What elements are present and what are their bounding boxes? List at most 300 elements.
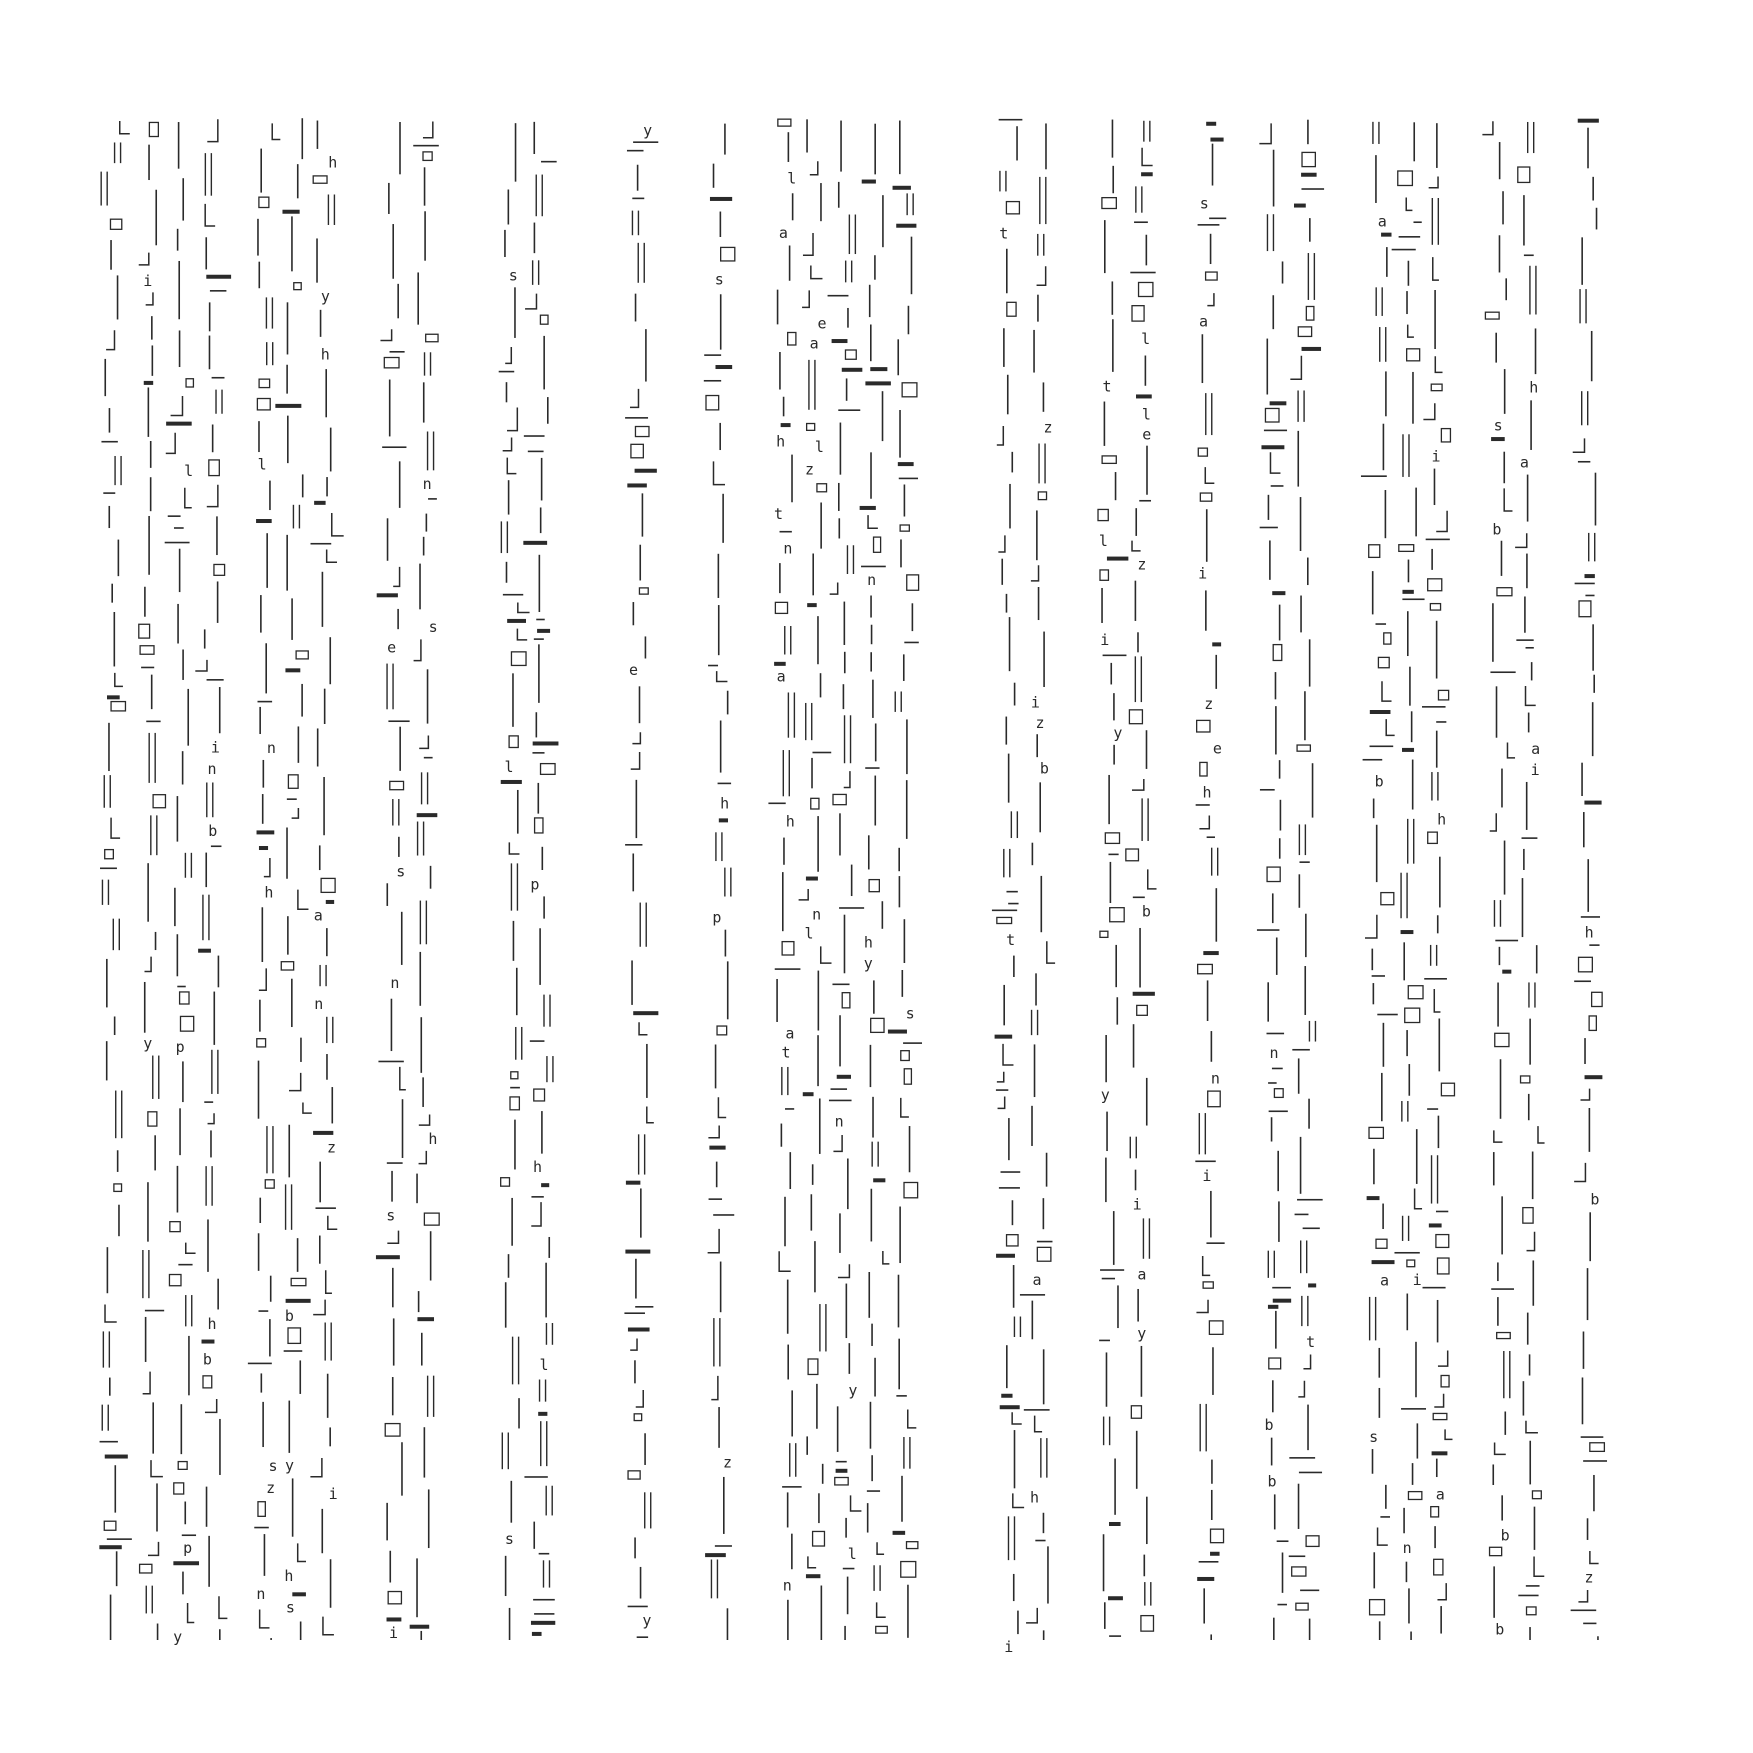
glyph-letter: b — [1374, 772, 1384, 791]
horizontal-bar — [539, 1553, 550, 1555]
glyph-letter: h — [1584, 923, 1594, 942]
horizontal-bar — [710, 197, 732, 201]
horizontal-bar — [1377, 1014, 1397, 1016]
horizontal-bar — [1210, 1552, 1220, 1556]
horizontal-bar — [1502, 970, 1511, 974]
horizontal-bar — [1402, 590, 1413, 594]
horizontal-bar — [1272, 1287, 1291, 1289]
horizontal-bar — [533, 1599, 555, 1601]
glyph-letter: l — [1141, 405, 1151, 424]
horizontal-bar — [1109, 1522, 1121, 1526]
horizontal-bar — [499, 371, 515, 373]
glyph-letter: h — [1529, 378, 1539, 397]
horizontal-bar — [1212, 642, 1221, 646]
horizontal-bar — [1199, 1561, 1219, 1563]
horizontal-bar — [1139, 500, 1151, 502]
glyph-letter: a — [1435, 1485, 1445, 1504]
glyph-letter: p — [183, 1538, 193, 1557]
horizontal-bar — [284, 1350, 303, 1352]
horizontal-bar — [1402, 598, 1424, 600]
horizontal-bar — [837, 1075, 851, 1079]
glyph-letter: s — [396, 862, 406, 881]
glyph-letter: e — [387, 638, 397, 657]
horizontal-bar — [806, 877, 818, 881]
horizontal-bar — [382, 446, 406, 448]
horizontal-bar — [1429, 1223, 1442, 1227]
horizontal-bar — [1109, 1635, 1121, 1637]
glyph-letter: n — [782, 1576, 792, 1595]
glyph-letter: s — [285, 1598, 295, 1617]
horizontal-bar — [212, 377, 225, 379]
horizontal-bar — [315, 1207, 335, 1209]
horizontal-bar — [862, 180, 876, 184]
horizontal-bar — [182, 1534, 196, 1536]
horizontal-bar — [708, 665, 718, 667]
glyph-letter: b — [1264, 1416, 1274, 1435]
horizontal-bar — [1399, 236, 1421, 238]
horizontal-bar — [528, 451, 544, 453]
horizontal-bar — [768, 803, 785, 805]
horizontal-bar — [888, 1030, 907, 1034]
horizontal-bar — [896, 224, 916, 228]
horizontal-bar — [807, 603, 817, 607]
glyph-letter: z — [1043, 418, 1053, 437]
glyph-letter: h — [1437, 810, 1447, 829]
horizontal-bar — [1024, 1409, 1050, 1411]
horizontal-bar — [387, 1162, 403, 1164]
glyph-letter: e — [1142, 425, 1152, 444]
horizontal-bar — [1292, 1049, 1310, 1051]
horizontal-bar — [903, 1042, 922, 1044]
horizontal-bar — [713, 1214, 734, 1216]
glyph-letter: t — [1306, 1332, 1316, 1351]
horizontal-bar — [1380, 1516, 1390, 1518]
horizontal-bar — [388, 720, 409, 722]
horizontal-bar — [782, 1486, 802, 1488]
glyph-letter: a — [1377, 212, 1387, 231]
horizontal-bar — [1206, 122, 1216, 126]
horizontal-bar — [625, 1250, 650, 1254]
horizontal-bar — [1571, 1610, 1597, 1612]
glyph-letter: b — [202, 1350, 212, 1369]
horizontal-bar — [1413, 221, 1421, 223]
horizontal-bar — [1270, 401, 1287, 405]
horizontal-bar — [177, 986, 185, 988]
horizontal-bar — [285, 668, 300, 672]
horizontal-bar — [1000, 1405, 1020, 1409]
horizontal-bar — [715, 365, 732, 369]
horizontal-bar — [1273, 1299, 1291, 1303]
horizontal-bar — [1422, 706, 1446, 708]
horizontal-bar — [424, 757, 433, 759]
horizontal-bar — [417, 1317, 434, 1321]
horizontal-bar — [1526, 1585, 1540, 1587]
horizontal-bar — [1394, 1252, 1419, 1254]
horizontal-bar — [99, 1545, 121, 1549]
horizontal-bar — [1289, 1457, 1315, 1459]
glyph-letter: i — [1431, 447, 1441, 466]
horizontal-bar — [531, 1196, 543, 1198]
horizontal-bar — [534, 638, 544, 640]
horizontal-bar — [530, 1040, 545, 1042]
horizontal-bar — [1381, 233, 1391, 237]
horizontal-bar — [625, 844, 642, 846]
glyph-letter: b — [1267, 1472, 1277, 1491]
glyph-letter: i — [210, 738, 220, 757]
glyph-letter: b — [1039, 759, 1049, 778]
horizontal-bar — [893, 1531, 906, 1535]
glyph-letter: i — [1202, 1166, 1212, 1185]
horizontal-bar — [326, 900, 334, 904]
horizontal-bar — [999, 119, 1023, 121]
horizontal-bar — [1372, 1260, 1395, 1264]
horizontal-bar — [1299, 861, 1309, 863]
horizontal-bar — [838, 409, 860, 411]
horizontal-bar — [627, 150, 644, 152]
glyph-letter: b — [208, 822, 218, 841]
horizontal-bar — [843, 1568, 855, 1570]
horizontal-bar — [1490, 671, 1515, 673]
glyph-letter: s — [714, 270, 724, 289]
horizontal-bar — [1424, 978, 1447, 980]
glyph-letter: a — [1379, 1271, 1389, 1290]
horizontal-bar — [523, 541, 547, 545]
horizontal-bar — [107, 1538, 132, 1540]
horizontal-bar — [1392, 249, 1416, 251]
glyph-letter: h — [863, 933, 873, 952]
glyph-letter: n — [266, 738, 276, 757]
horizontal-bar — [1133, 992, 1155, 996]
glyph-letter: l — [804, 924, 814, 943]
horizontal-bar — [428, 498, 437, 500]
horizontal-bar — [1206, 1242, 1224, 1244]
horizontal-bar — [625, 417, 648, 419]
glyph-letter: e — [817, 314, 827, 333]
horizontal-bar — [1108, 1596, 1123, 1600]
glyph-letter: s — [386, 1206, 396, 1225]
glyph-letter: l — [787, 169, 797, 188]
horizontal-bar — [145, 1310, 164, 1312]
horizontal-bar — [1370, 710, 1391, 714]
glyph-letter: y — [173, 1628, 183, 1647]
glyph-letter: a — [776, 667, 786, 686]
glyph-letter: z — [1204, 694, 1214, 713]
horizontal-bar — [1299, 1472, 1322, 1474]
horizontal-bar — [1141, 172, 1153, 176]
glyph-letter: a — [1137, 1265, 1147, 1284]
horizontal-bar — [1103, 655, 1127, 657]
horizontal-bar — [1301, 173, 1317, 177]
horizontal-bar — [1271, 485, 1284, 487]
glyph-letter: s — [1369, 1427, 1379, 1446]
horizontal-bar — [1524, 254, 1534, 256]
horizontal-bar — [1518, 1595, 1538, 1597]
horizontal-bar — [627, 483, 647, 487]
horizontal-bar — [390, 351, 405, 353]
glyph-letter: z — [723, 1453, 733, 1472]
glyph-letter: i — [1198, 564, 1208, 583]
horizontal-bar — [1578, 461, 1590, 463]
horizontal-bar — [709, 1198, 722, 1200]
horizontal-bar — [1578, 119, 1599, 123]
horizontal-bar — [628, 1606, 648, 1608]
glyph-letter: h — [785, 812, 795, 831]
glyph-letter: a — [1198, 312, 1209, 331]
horizontal-bar — [1436, 721, 1446, 723]
horizontal-bar — [1361, 475, 1387, 477]
horizontal-bar — [524, 1476, 547, 1478]
glyph-letter: a — [778, 223, 788, 242]
horizontal-bar — [1589, 944, 1599, 946]
horizontal-bar — [842, 368, 863, 372]
horizontal-bar — [211, 845, 222, 847]
horizontal-bar — [534, 1613, 554, 1615]
horizontal-bar — [1035, 1540, 1045, 1542]
horizontal-bar — [313, 1131, 333, 1135]
horizontal-bar — [532, 1632, 542, 1636]
horizontal-bar — [1423, 1287, 1446, 1289]
horizontal-bar — [1020, 1294, 1045, 1296]
horizontal-bar — [999, 1187, 1020, 1189]
horizontal-bar — [376, 1255, 400, 1259]
horizontal-bar — [501, 780, 522, 784]
horizontal-bar — [1203, 951, 1218, 955]
glyph-letter: h — [1202, 783, 1212, 802]
horizontal-bar — [146, 721, 160, 723]
horizontal-bar — [532, 752, 544, 754]
glyph-letter: l — [257, 455, 267, 474]
horizontal-bar — [174, 527, 184, 529]
horizontal-bar — [1266, 1033, 1284, 1035]
horizontal-bar — [173, 1561, 199, 1565]
horizontal-bar — [996, 1254, 1015, 1258]
horizontal-bar — [107, 695, 120, 699]
horizontal-bar — [1277, 1604, 1286, 1606]
horizontal-bar — [248, 1363, 272, 1365]
horizontal-bar — [168, 515, 181, 517]
glyph-letter: h — [428, 1130, 438, 1149]
glyph-letter: n — [1210, 1069, 1220, 1088]
horizontal-bar — [1308, 1283, 1316, 1287]
horizontal-bar — [780, 531, 792, 533]
horizontal-bar — [829, 1100, 852, 1102]
glyph-letter: b — [1141, 902, 1151, 921]
horizontal-bar — [537, 629, 550, 633]
glyph-letter: z — [1137, 555, 1147, 574]
horizontal-bar — [105, 1455, 128, 1459]
glyph-letter: y — [1100, 1085, 1110, 1104]
horizontal-bar — [832, 339, 848, 343]
horizontal-bar — [1006, 891, 1017, 893]
horizontal-bar — [635, 1306, 653, 1308]
horizontal-bar — [413, 145, 439, 147]
horizontal-bar — [507, 619, 526, 623]
horizontal-bar — [1427, 1108, 1438, 1110]
horizontal-bar — [410, 1625, 430, 1629]
horizontal-bar — [704, 380, 721, 382]
horizontal-bar — [257, 830, 275, 834]
horizontal-bar — [165, 542, 190, 544]
horizontal-bar — [992, 910, 1017, 912]
horizontal-bar — [1197, 1577, 1214, 1581]
glyph-letter: n — [256, 1584, 266, 1603]
horizontal-bar — [1295, 1214, 1309, 1216]
horizontal-bar — [377, 593, 398, 597]
horizontal-bar — [1584, 801, 1601, 805]
horizontal-bar — [893, 186, 911, 190]
glyph-letter: y — [143, 1034, 153, 1053]
horizontal-bar — [1134, 221, 1148, 223]
horizontal-bar — [536, 619, 544, 621]
horizontal-bar — [635, 469, 657, 473]
glyph-letter: i — [143, 272, 153, 291]
horizontal-bar — [202, 1340, 215, 1344]
horizontal-bar — [1008, 903, 1018, 905]
glyph-letter: h — [264, 883, 274, 902]
horizontal-bar — [861, 566, 886, 568]
horizontal-bar — [781, 423, 791, 427]
glyph-letter: n — [422, 475, 432, 494]
horizontal-bar — [626, 1181, 640, 1185]
horizontal-bar — [1037, 1241, 1053, 1243]
horizontal-bar — [1491, 437, 1505, 441]
horizontal-bar — [633, 141, 658, 143]
glyph-letter: b — [1590, 1190, 1600, 1209]
glyph-letter: i — [1132, 1195, 1142, 1214]
horizontal-bar — [1136, 394, 1152, 398]
horizontal-bar — [1195, 1160, 1215, 1162]
glyph-letter: l — [1141, 330, 1151, 349]
glyph-letter: t — [773, 504, 783, 523]
horizontal-bar — [1426, 539, 1450, 541]
horizontal-bar — [1260, 789, 1275, 791]
horizontal-bar — [1522, 837, 1538, 839]
glyph-letter: h — [328, 153, 338, 172]
horizontal-bar — [1107, 557, 1128, 561]
horizontal-bar — [633, 1011, 658, 1015]
glyph-letter: t — [1102, 377, 1112, 396]
horizontal-bar — [1585, 1075, 1603, 1079]
glyph-letter: s — [1493, 416, 1503, 435]
horizontal-bar — [378, 1061, 403, 1063]
glyph-letter: h — [1030, 1488, 1040, 1507]
glyph-letter: y — [1113, 723, 1123, 742]
glyph-letter: b — [1492, 520, 1502, 539]
glyph-letter: a — [809, 334, 819, 353]
horizontal-bar — [510, 1087, 520, 1089]
horizontal-bar — [718, 783, 732, 785]
horizontal-bar — [1491, 1288, 1514, 1290]
horizontal-bar — [533, 741, 559, 745]
horizontal-bar — [624, 1312, 645, 1314]
glyph-letter: e — [629, 661, 639, 680]
horizontal-bar — [256, 519, 272, 523]
glyph-letter: n — [867, 571, 877, 590]
horizontal-bar — [1099, 1340, 1110, 1342]
horizontal-bar — [839, 907, 864, 909]
horizontal-bar — [828, 295, 849, 297]
horizontal-bar — [1581, 916, 1600, 918]
glyph-letter: a — [1531, 739, 1541, 758]
horizontal-bar — [1289, 1555, 1306, 1557]
glyph-letter: i — [1030, 693, 1040, 712]
glyph-letter: h — [720, 794, 730, 813]
horizontal-bar — [832, 984, 849, 986]
glyph-letter: z — [327, 1138, 337, 1157]
glyph-letter: z — [266, 1479, 276, 1498]
glyph-letter: i — [1412, 1270, 1422, 1289]
horizontal-bar — [715, 1545, 732, 1547]
glyph-letter: h — [533, 1157, 543, 1176]
horizontal-bar — [831, 1088, 847, 1090]
horizontal-bar — [1108, 854, 1118, 856]
horizontal-bar — [314, 501, 325, 505]
horizontal-bar — [632, 198, 644, 200]
horizontal-bar — [812, 752, 831, 754]
horizontal-bar — [103, 492, 115, 494]
glyph-letter: a — [785, 1024, 795, 1043]
glyph-letter: i — [1004, 1637, 1014, 1656]
horizontal-bar — [1272, 1068, 1283, 1070]
horizontal-bar — [538, 1412, 547, 1416]
glyph-letter: y — [863, 954, 873, 973]
horizontal-bar — [1133, 897, 1145, 899]
horizontal-bar — [292, 1592, 306, 1596]
glyph-letter: i — [1100, 631, 1110, 650]
horizontal-bar — [1495, 940, 1518, 942]
horizontal-bar — [775, 968, 801, 970]
horizontal-bar — [1436, 1211, 1448, 1213]
horizontal-bar — [1584, 574, 1594, 578]
glyph-letter: l — [504, 758, 514, 777]
glyph-letter: n — [390, 974, 400, 993]
glyph-letter: p — [175, 1037, 185, 1056]
glyph-letter: n — [1402, 1539, 1412, 1558]
horizontal-bar — [166, 422, 192, 426]
horizontal-bar — [531, 1621, 555, 1625]
glyph-letter: b — [1495, 1620, 1505, 1639]
horizontal-bar — [541, 1183, 549, 1187]
horizontal-bar — [204, 1101, 213, 1103]
horizontal-bar — [1207, 836, 1215, 838]
horizontal-bar — [198, 949, 211, 953]
horizontal-bar — [1574, 980, 1591, 982]
horizontal-bar — [541, 161, 557, 163]
glyph-letter: i — [388, 1624, 399, 1643]
horizontal-bar — [1272, 591, 1285, 595]
glyph-letter: i — [1530, 761, 1540, 780]
glyph-letter: a — [1519, 453, 1529, 472]
horizontal-bar — [1526, 647, 1534, 649]
horizontal-bar — [1367, 1196, 1380, 1200]
horizontal-bar — [1264, 430, 1287, 432]
horizontal-bar — [1301, 188, 1324, 190]
horizontal-bar — [259, 846, 268, 850]
glyph-letter: t — [781, 1043, 791, 1062]
horizontal-bar — [387, 1617, 402, 1621]
horizontal-bar — [1001, 1394, 1012, 1398]
horizontal-bar — [1269, 1110, 1288, 1112]
horizontal-bar — [206, 275, 231, 279]
horizontal-bar — [101, 441, 117, 443]
glyph-letter: y — [320, 287, 330, 306]
horizontal-bar — [704, 354, 721, 356]
horizontal-bar — [705, 1553, 726, 1557]
horizontal-bar — [1583, 1460, 1607, 1462]
horizontal-bar — [1302, 347, 1321, 351]
glyph-letter: l — [847, 1545, 857, 1564]
horizontal-bar — [1294, 204, 1306, 208]
